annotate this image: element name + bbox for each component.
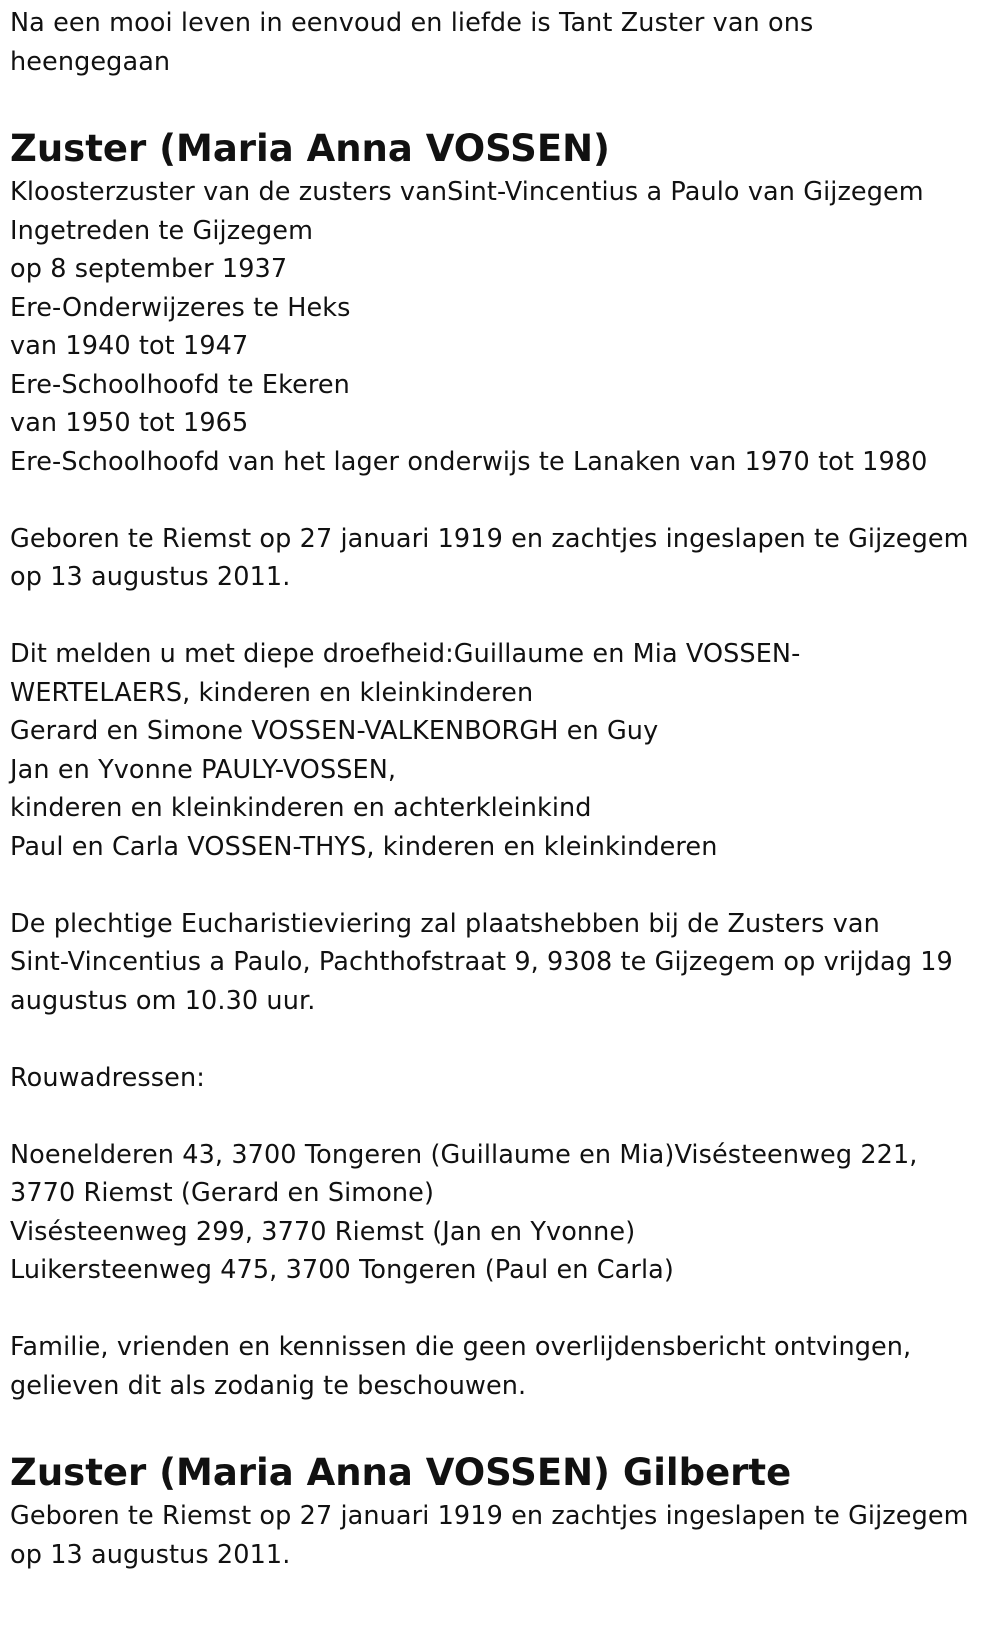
closing-line: Familie, vrienden en kennissen die geen overlijdensbericht ontvingen, <box>10 1332 912 1362</box>
career-line: Ingetreden te Gijzegem <box>10 215 314 246</box>
birth-death-section <box>10 520 990 597</box>
intro-text <box>10 4 990 81</box>
career-line: op 8 september 1937 <box>10 254 288 284</box>
career-line: van 1940 tot 1947 <box>10 331 249 361</box>
family-line: Dit melden u met diepe droefheid:Guillaume en Mia VOSSEN- <box>10 639 801 669</box>
ceremony-line: De plechtige Eucharistieviering zal plaatshebben bij de Zusters van <box>10 908 880 939</box>
address-line: 3770 Riemst (Gerard en Simone) <box>10 1178 435 1208</box>
family-line: Gerard en Simone VOSSEN-VALKENBORGH en Guy <box>10 716 659 746</box>
career-line: Ere-Schoolhoofd te Ekeren <box>10 369 350 400</box>
closing-line: gelieven dit als zodanig te beschouwen. <box>10 1370 527 1401</box>
summary-line: Geboren te Riemst op 27 januari 1919 en zachtjes ingeslapen te Gijzegem <box>10 1501 969 1531</box>
birth-death-line: op 13 augustus 2011. <box>10 562 291 592</box>
summary-section <box>10 1497 990 1574</box>
address-line: Luikersteenweg 475, 3700 Tongeren (Paul en Carla) <box>10 1255 674 1285</box>
address-line: Visésteenweg 299, 3770 Riemst (Jan en Yvonne) <box>10 1216 636 1247</box>
summary-heading: Zuster (Maria Anna VOSSEN) Gilberte <box>10 1451 792 1494</box>
career-section <box>10 173 990 481</box>
family-line: WERTELAERS, kinderen en kleinkinderen <box>10 677 534 708</box>
career-line: Ere-Onderwijzeres te Heks <box>10 292 351 323</box>
family-line: Jan en Yvonne PAULY-VOSSEN, <box>10 754 397 785</box>
summary-line: op 13 augustus 2011. <box>10 1539 291 1570</box>
closing-section <box>10 1328 990 1405</box>
career-line: Kloosterzuster van de zusters vanSint-Vincentius a Paulo van Gijzegem <box>10 177 924 207</box>
name-heading: Zuster (Maria Anna VOSSEN) <box>10 127 610 170</box>
family-line: kinderen en kleinkinderen en achterkleinkind <box>10 793 592 823</box>
addresses-label: Rouwadressen: <box>10 1062 205 1093</box>
career-line: Ere-Schoolhoofd van het lager onderwijs te Lanaken van 1970 tot 1980 <box>10 446 928 477</box>
birth-death-line: Geboren te Riemst op 27 januari 1919 en zachtjes ingeslapen te Gijzegem <box>10 523 969 554</box>
family-section <box>10 635 990 866</box>
family-line: Paul en Carla VOSSEN-THYS, kinderen en kleinkinderen <box>10 831 718 862</box>
ceremony-section <box>10 905 990 1021</box>
ceremony-line: Sint-Vincentius a Paulo, Pachthofstraat 9, 9308 te Gijzegem op vrijdag 19 <box>10 947 953 977</box>
ceremony-line: augustus om 10.30 uur. <box>10 985 316 1016</box>
address-line: Noenelderen 43, 3700 Tongeren (Guillaume en Mia)Visésteenweg 221, <box>10 1139 918 1170</box>
intro-line: heengegaan <box>10 46 171 77</box>
intro-line: Na een mooi leven in eenvoud en liefde is Tant Zuster van ons <box>10 8 814 38</box>
addresses-section <box>10 1136 990 1290</box>
career-line: van 1950 tot 1965 <box>10 408 249 438</box>
